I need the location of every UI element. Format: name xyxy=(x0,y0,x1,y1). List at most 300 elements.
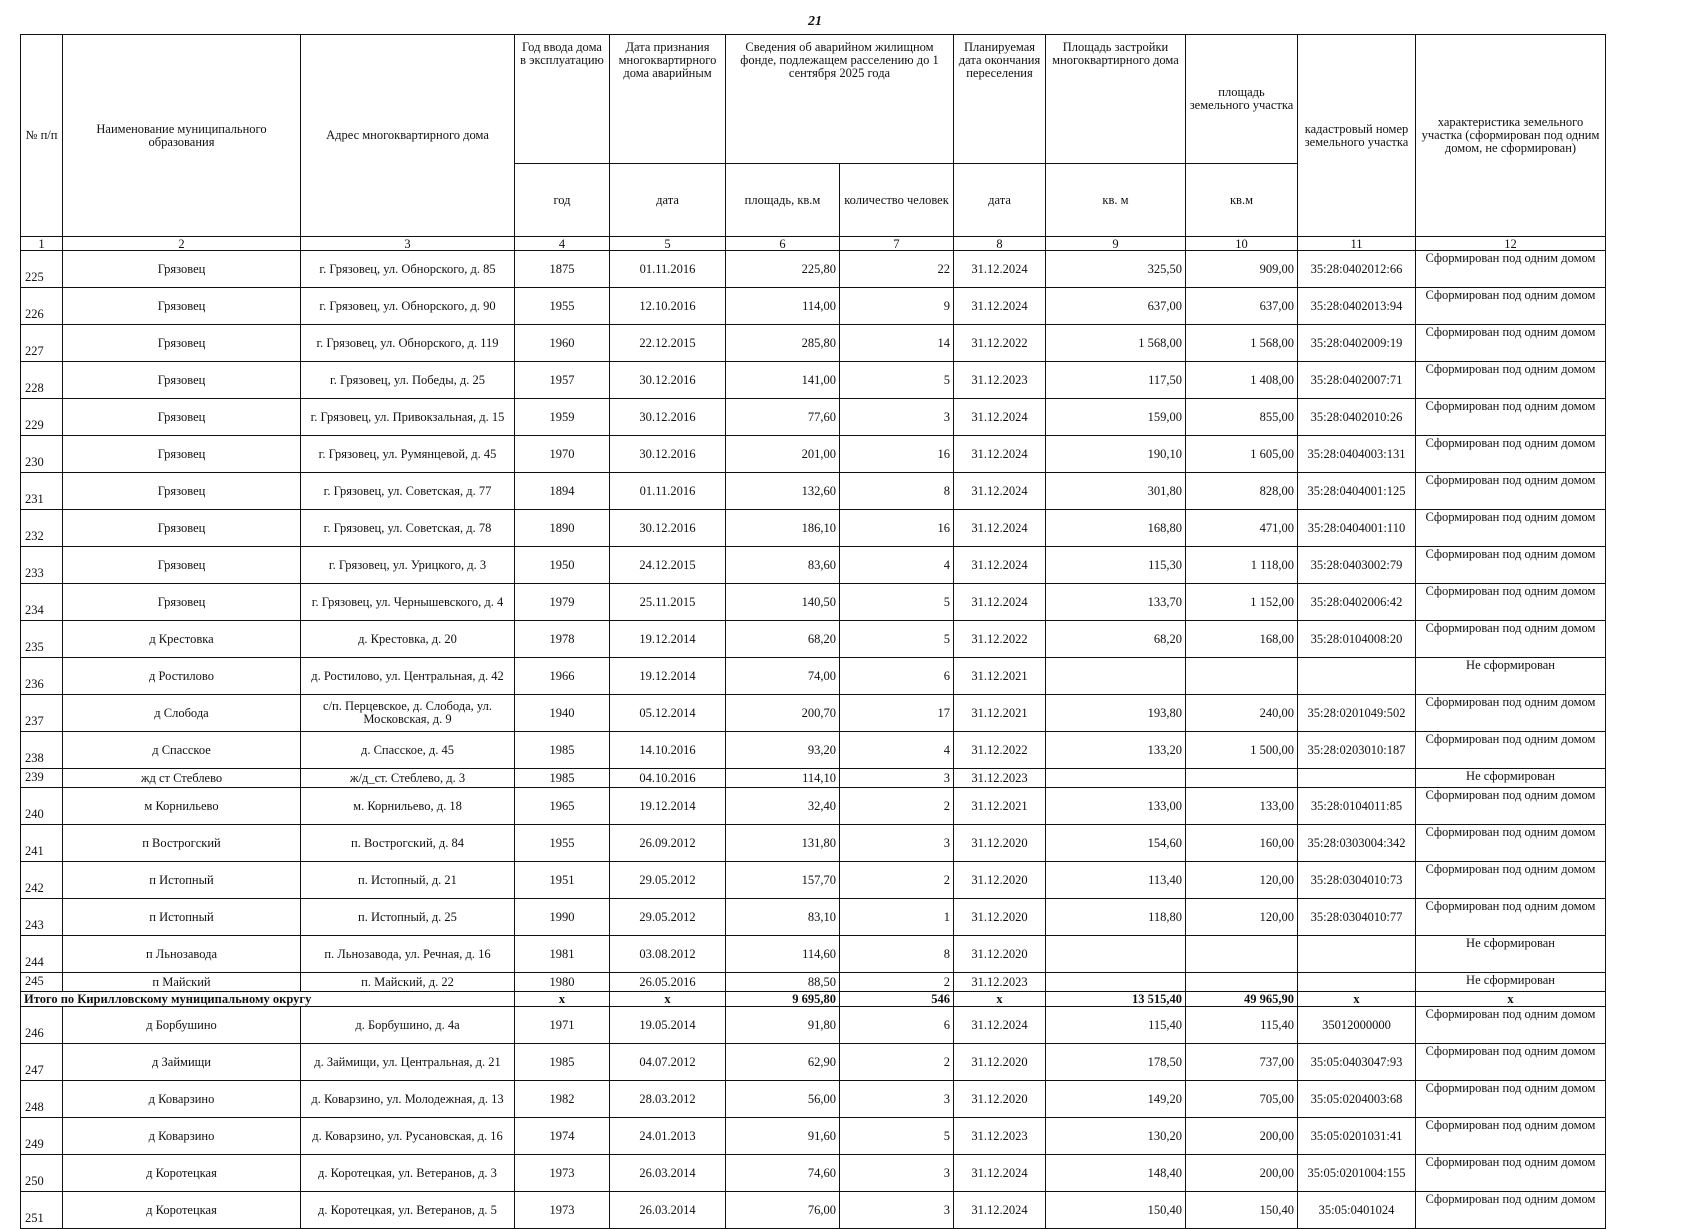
plot-area-cell: 737,00 xyxy=(1186,1044,1298,1081)
people-cell: 4 xyxy=(840,547,954,584)
plot-char-cell: Не сформирован xyxy=(1416,658,1606,695)
people-cell: 3 xyxy=(840,1155,954,1192)
column-number: 10 xyxy=(1186,237,1298,251)
total-plan: x xyxy=(954,992,1046,1007)
area-cell: 141,00 xyxy=(726,362,840,399)
recognition-date-cell: 05.12.2014 xyxy=(610,695,726,732)
address-cell: п. Майский, д. 22 xyxy=(301,973,515,992)
municipality-cell: Грязовец xyxy=(63,547,301,584)
row-number: 249 xyxy=(21,1118,63,1155)
cadastral-cell: 35:28:0303004:342 xyxy=(1298,825,1416,862)
people-cell: 22 xyxy=(840,251,954,288)
cadastral-cell xyxy=(1298,658,1416,695)
planned-date-cell: 31.12.2024 xyxy=(954,1155,1046,1192)
column-number: 3 xyxy=(301,237,515,251)
year-cell: 1985 xyxy=(515,732,610,769)
column-number: 11 xyxy=(1298,237,1416,251)
municipality-cell: Грязовец xyxy=(63,362,301,399)
cadastral-cell: 35:28:0304010:73 xyxy=(1298,862,1416,899)
column-number: 9 xyxy=(1046,237,1186,251)
people-cell: 3 xyxy=(840,1081,954,1118)
planned-date-cell: 31.12.2024 xyxy=(954,510,1046,547)
total-cadastral: x xyxy=(1298,992,1416,1007)
people-cell: 3 xyxy=(840,1192,954,1229)
year-cell: 1890 xyxy=(515,510,610,547)
column-number: 7 xyxy=(840,237,954,251)
plot-char-cell: Сформирован под одним домом xyxy=(1416,362,1606,399)
column-number: 12 xyxy=(1416,237,1606,251)
cadastral-cell: 35:28:0402010:26 xyxy=(1298,399,1416,436)
planned-date-cell: 31.12.2024 xyxy=(954,1007,1046,1044)
plot-area-cell: 1 605,00 xyxy=(1186,436,1298,473)
address-cell: п. Вострогский, д. 84 xyxy=(301,825,515,862)
cadastral-cell xyxy=(1298,973,1416,992)
total-char: x xyxy=(1416,992,1606,1007)
subheader-area: площадь, кв.м xyxy=(726,164,840,237)
total-building-area: 13 515,40 xyxy=(1046,992,1186,1007)
people-cell: 6 xyxy=(840,658,954,695)
column-number: 2 xyxy=(63,237,301,251)
area-cell: 62,90 xyxy=(726,1044,840,1081)
municipality-cell: д Займищи xyxy=(63,1044,301,1081)
plot-area-cell: 120,00 xyxy=(1186,899,1298,936)
planned-date-cell: 31.12.2020 xyxy=(954,1044,1046,1081)
address-cell: г. Грязовец, ул. Советская, д. 77 xyxy=(301,473,515,510)
row-number: 230 xyxy=(21,436,63,473)
plot-area-cell: 828,00 xyxy=(1186,473,1298,510)
people-cell: 17 xyxy=(840,695,954,732)
people-cell: 3 xyxy=(840,769,954,788)
cadastral-cell: 35:28:0402009:19 xyxy=(1298,325,1416,362)
plot-area-cell: 200,00 xyxy=(1186,1118,1298,1155)
address-cell: г. Грязовец, ул. Обнорского, д. 90 xyxy=(301,288,515,325)
cadastral-cell: 35:28:0404001:125 xyxy=(1298,473,1416,510)
area-cell: 91,60 xyxy=(726,1118,840,1155)
building-area-cell: 637,00 xyxy=(1046,288,1186,325)
plot-char-cell: Не сформирован xyxy=(1416,769,1606,788)
row-number: 232 xyxy=(21,510,63,547)
year-cell: 1974 xyxy=(515,1118,610,1155)
recognition-date-cell: 26.05.2016 xyxy=(610,973,726,992)
table-row xyxy=(21,936,1606,973)
table-row xyxy=(21,251,1606,288)
cadastral-cell: 35:28:0402006:42 xyxy=(1298,584,1416,621)
building-area-cell xyxy=(1046,769,1186,788)
address-cell: г. Грязовец, ул. Обнорского, д. 85 xyxy=(301,251,515,288)
address-cell: д. Борбушино, д. 4а xyxy=(301,1007,515,1044)
area-cell: 93,20 xyxy=(726,732,840,769)
plot-char-cell: Сформирован под одним домом xyxy=(1416,1007,1606,1044)
table-row xyxy=(21,658,1606,695)
table-row xyxy=(21,621,1606,658)
row-number: 228 xyxy=(21,362,63,399)
municipality-cell: Грязовец xyxy=(63,510,301,547)
plot-char-cell: Сформирован под одним домом xyxy=(1416,251,1606,288)
cadastral-cell: 35:28:0304010:77 xyxy=(1298,899,1416,936)
cadastral-cell: 35:28:0402012:66 xyxy=(1298,251,1416,288)
plot-char-cell: Сформирован под одним домом xyxy=(1416,510,1606,547)
year-cell: 1940 xyxy=(515,695,610,732)
table-body xyxy=(21,251,1606,1229)
table-row xyxy=(21,288,1606,325)
municipality-cell: д Коварзино xyxy=(63,1081,301,1118)
table-row xyxy=(21,436,1606,473)
area-cell: 77,60 xyxy=(726,399,840,436)
row-number: 243 xyxy=(21,899,63,936)
plot-area-cell xyxy=(1186,973,1298,992)
building-area-cell: 130,20 xyxy=(1046,1118,1186,1155)
plot-area-cell: 637,00 xyxy=(1186,288,1298,325)
row-number: 236 xyxy=(21,658,63,695)
column-numbers-row xyxy=(21,237,1606,251)
people-cell: 9 xyxy=(840,288,954,325)
municipality-cell: п Истопный xyxy=(63,862,301,899)
plot-area-cell: 1 500,00 xyxy=(1186,732,1298,769)
plot-area-cell: 133,00 xyxy=(1186,788,1298,825)
subheader-year: год xyxy=(515,164,610,237)
total-year: x xyxy=(515,992,610,1007)
recognition-date-cell: 28.03.2012 xyxy=(610,1081,726,1118)
total-label: Итого по Кирилловскому муниципальному округу xyxy=(21,992,515,1007)
recognition-date-cell: 03.08.2012 xyxy=(610,936,726,973)
cadastral-cell: 35:28:0104011:85 xyxy=(1298,788,1416,825)
row-number: 239 xyxy=(21,769,63,788)
municipality-cell: п Истопный xyxy=(63,899,301,936)
building-area-cell: 325,50 xyxy=(1046,251,1186,288)
header-address: Адрес многоквартирного дома xyxy=(301,35,515,237)
planned-date-cell: 31.12.2020 xyxy=(954,862,1046,899)
year-cell: 1960 xyxy=(515,325,610,362)
municipality-cell: Грязовец xyxy=(63,399,301,436)
header-municipality: Наименование муниципального образования xyxy=(63,35,301,237)
cadastral-cell: 35:28:0201049:502 xyxy=(1298,695,1416,732)
area-cell: 32,40 xyxy=(726,788,840,825)
plot-area-cell: 1 118,00 xyxy=(1186,547,1298,584)
municipality-cell: д Крестовка xyxy=(63,621,301,658)
building-area-cell: 1 568,00 xyxy=(1046,325,1186,362)
row-number: 237 xyxy=(21,695,63,732)
plot-char-cell: Сформирован под одним домом xyxy=(1416,862,1606,899)
planned-date-cell: 31.12.2024 xyxy=(954,547,1046,584)
plot-area-cell: 240,00 xyxy=(1186,695,1298,732)
municipality-cell: п Льнозавода xyxy=(63,936,301,973)
building-area-cell: 159,00 xyxy=(1046,399,1186,436)
year-cell: 1980 xyxy=(515,973,610,992)
plot-char-cell: Сформирован под одним домом xyxy=(1416,695,1606,732)
plot-area-cell: 855,00 xyxy=(1186,399,1298,436)
area-cell: 157,70 xyxy=(726,862,840,899)
header-plot-char: характеристика земельного участка (сформирован под одним домом, не сформирован) xyxy=(1416,35,1606,237)
planned-date-cell: 31.12.2020 xyxy=(954,899,1046,936)
plot-char-cell: Не сформирован xyxy=(1416,973,1606,992)
people-cell: 1 xyxy=(840,899,954,936)
people-cell: 2 xyxy=(840,788,954,825)
table-row xyxy=(21,788,1606,825)
building-area-cell xyxy=(1046,658,1186,695)
area-cell: 200,70 xyxy=(726,695,840,732)
column-number: 5 xyxy=(610,237,726,251)
recognition-date-cell: 19.12.2014 xyxy=(610,658,726,695)
address-cell: г. Грязовец, ул. Советская, д. 78 xyxy=(301,510,515,547)
recognition-date-cell: 25.11.2015 xyxy=(610,584,726,621)
table-row xyxy=(21,695,1606,732)
row-number: 226 xyxy=(21,288,63,325)
people-cell: 5 xyxy=(840,584,954,621)
area-cell: 186,10 xyxy=(726,510,840,547)
cadastral-cell: 35:28:0404003:131 xyxy=(1298,436,1416,473)
area-cell: 91,80 xyxy=(726,1007,840,1044)
people-cell: 5 xyxy=(840,621,954,658)
recognition-date-cell: 29.05.2012 xyxy=(610,862,726,899)
subheader-kvm: кв. м xyxy=(1046,164,1186,237)
people-cell: 8 xyxy=(840,473,954,510)
address-cell: ж/д_ст. Стеблево, д. 3 xyxy=(301,769,515,788)
people-cell: 14 xyxy=(840,325,954,362)
address-cell: г. Грязовец, ул. Урицкого, д. 3 xyxy=(301,547,515,584)
plot-char-cell: Сформирован под одним домом xyxy=(1416,1155,1606,1192)
table-row xyxy=(21,584,1606,621)
municipality-cell: д Ростилово xyxy=(63,658,301,695)
header-recognition-date: Дата признания многоквартирного дома аварийным xyxy=(610,35,726,164)
address-cell: д. Коротецкая, ул. Ветеранов, д. 5 xyxy=(301,1192,515,1229)
table-row xyxy=(21,825,1606,862)
row-number: 242 xyxy=(21,862,63,899)
table-header xyxy=(21,35,1606,251)
plot-char-cell: Сформирован под одним домом xyxy=(1416,288,1606,325)
address-cell: г. Грязовец, ул. Чернышевского, д. 4 xyxy=(301,584,515,621)
building-area-cell: 190,10 xyxy=(1046,436,1186,473)
recognition-date-cell: 01.11.2016 xyxy=(610,251,726,288)
cadastral-cell: 35012000000 xyxy=(1298,1007,1416,1044)
planned-date-cell: 31.12.2024 xyxy=(954,1192,1046,1229)
recognition-date-cell: 26.03.2014 xyxy=(610,1155,726,1192)
planned-date-cell: 31.12.2023 xyxy=(954,769,1046,788)
people-cell: 4 xyxy=(840,732,954,769)
address-cell: г. Грязовец, ул. Победы, д. 25 xyxy=(301,362,515,399)
municipality-cell: Грязовец xyxy=(63,288,301,325)
address-cell: г. Грязовец, ул. Привокзальная, д. 15 xyxy=(301,399,515,436)
table-row xyxy=(21,510,1606,547)
planned-date-cell: 31.12.2023 xyxy=(954,973,1046,992)
year-cell: 1970 xyxy=(515,436,610,473)
column-number: 6 xyxy=(726,237,840,251)
address-cell: д. Коварзино, ул. Русановская, д. 16 xyxy=(301,1118,515,1155)
year-cell: 1965 xyxy=(515,788,610,825)
plot-area-cell xyxy=(1186,769,1298,788)
area-cell: 114,60 xyxy=(726,936,840,973)
table-row xyxy=(21,732,1606,769)
year-cell: 1950 xyxy=(515,547,610,584)
table-row xyxy=(21,1118,1606,1155)
plot-char-cell: Не сформирован xyxy=(1416,936,1606,973)
header-building-area: Площадь застройки многоквартирного дома xyxy=(1046,35,1186,164)
year-cell: 1971 xyxy=(515,1007,610,1044)
plot-char-cell: Сформирован под одним домом xyxy=(1416,547,1606,584)
total-area: 9 695,80 xyxy=(726,992,840,1007)
building-area-cell: 150,40 xyxy=(1046,1192,1186,1229)
recognition-date-cell: 30.12.2016 xyxy=(610,510,726,547)
planned-date-cell: 31.12.2021 xyxy=(954,695,1046,732)
area-cell: 88,50 xyxy=(726,973,840,992)
area-cell: 132,60 xyxy=(726,473,840,510)
row-number: 238 xyxy=(21,732,63,769)
table-row xyxy=(21,862,1606,899)
building-area-cell: 133,70 xyxy=(1046,584,1186,621)
table-row xyxy=(21,1081,1606,1118)
building-area-cell: 148,40 xyxy=(1046,1155,1186,1192)
plot-area-cell xyxy=(1186,658,1298,695)
table-row xyxy=(21,1007,1606,1044)
planned-date-cell: 31.12.2022 xyxy=(954,621,1046,658)
building-area-cell: 117,50 xyxy=(1046,362,1186,399)
year-cell: 1985 xyxy=(515,769,610,788)
people-cell: 2 xyxy=(840,973,954,992)
plot-area-cell: 909,00 xyxy=(1186,251,1298,288)
header-planned-date: Планируемая дата окончания переселения xyxy=(954,35,1046,164)
plot-area-cell: 1 408,00 xyxy=(1186,362,1298,399)
recognition-date-cell: 30.12.2016 xyxy=(610,399,726,436)
row-number: 233 xyxy=(21,547,63,584)
planned-date-cell: 31.12.2022 xyxy=(954,325,1046,362)
column-number: 1 xyxy=(21,237,63,251)
table-row xyxy=(21,1155,1606,1192)
planned-date-cell: 31.12.2023 xyxy=(954,1118,1046,1155)
recognition-date-cell: 26.09.2012 xyxy=(610,825,726,862)
people-cell: 8 xyxy=(840,936,954,973)
year-cell: 1966 xyxy=(515,658,610,695)
people-cell: 5 xyxy=(840,362,954,399)
header-emergency-fund: Сведения об аварийном жилищном фонде, подлежащем расселению до 1 сентября 2025 года xyxy=(726,35,954,164)
row-number: 240 xyxy=(21,788,63,825)
year-cell: 1985 xyxy=(515,1044,610,1081)
planned-date-cell: 31.12.2020 xyxy=(954,1081,1046,1118)
plot-char-cell: Сформирован под одним домом xyxy=(1416,1192,1606,1229)
row-number: 247 xyxy=(21,1044,63,1081)
table-row xyxy=(21,325,1606,362)
building-area-cell: 115,40 xyxy=(1046,1007,1186,1044)
year-cell: 1981 xyxy=(515,936,610,973)
year-cell: 1990 xyxy=(515,899,610,936)
year-cell: 1982 xyxy=(515,1081,610,1118)
row-number: 234 xyxy=(21,584,63,621)
plot-char-cell: Сформирован под одним домом xyxy=(1416,732,1606,769)
building-area-cell: 193,80 xyxy=(1046,695,1186,732)
area-cell: 83,60 xyxy=(726,547,840,584)
total-date: x xyxy=(610,992,726,1007)
address-cell: д. Крестовка, д. 20 xyxy=(301,621,515,658)
municipality-cell: п Вострогский xyxy=(63,825,301,862)
people-cell: 2 xyxy=(840,1044,954,1081)
subheader-kvm2: кв.м xyxy=(1186,164,1298,237)
planned-date-cell: 31.12.2024 xyxy=(954,584,1046,621)
people-cell: 2 xyxy=(840,862,954,899)
recognition-date-cell: 19.12.2014 xyxy=(610,788,726,825)
table-row xyxy=(21,899,1606,936)
table-row xyxy=(21,1044,1606,1081)
municipality-cell: Грязовец xyxy=(63,251,301,288)
plot-char-cell: Сформирован под одним домом xyxy=(1416,436,1606,473)
area-cell: 76,00 xyxy=(726,1192,840,1229)
emergency-housing-table xyxy=(20,34,1606,1229)
plot-char-cell: Сформирован под одним домом xyxy=(1416,1118,1606,1155)
column-number: 4 xyxy=(515,237,610,251)
cadastral-cell xyxy=(1298,769,1416,788)
people-cell: 16 xyxy=(840,436,954,473)
year-cell: 1973 xyxy=(515,1155,610,1192)
area-cell: 131,80 xyxy=(726,825,840,862)
area-cell: 56,00 xyxy=(726,1081,840,1118)
building-area-cell: 113,40 xyxy=(1046,862,1186,899)
total-plot-area: 49 965,90 xyxy=(1186,992,1298,1007)
plot-area-cell: 160,00 xyxy=(1186,825,1298,862)
row-number: 246 xyxy=(21,1007,63,1044)
people-cell: 5 xyxy=(840,1118,954,1155)
recognition-date-cell: 19.05.2014 xyxy=(610,1007,726,1044)
building-area-cell: 115,30 xyxy=(1046,547,1186,584)
address-cell: п. Истопный, д. 21 xyxy=(301,862,515,899)
year-cell: 1894 xyxy=(515,473,610,510)
plot-area-cell: 120,00 xyxy=(1186,862,1298,899)
year-cell: 1955 xyxy=(515,825,610,862)
building-area-cell: 168,80 xyxy=(1046,510,1186,547)
total-row xyxy=(21,992,1606,1007)
area-cell: 285,80 xyxy=(726,325,840,362)
municipality-cell: д Коротецкая xyxy=(63,1192,301,1229)
address-cell: м. Корнильево, д. 18 xyxy=(301,788,515,825)
building-area-cell: 178,50 xyxy=(1046,1044,1186,1081)
area-cell: 114,10 xyxy=(726,769,840,788)
cadastral-cell: 35:28:0402007:71 xyxy=(1298,362,1416,399)
table-row xyxy=(21,362,1606,399)
address-cell: с/п. Перцевское, д. Слобода, ул. Московская, д. 9 xyxy=(301,695,515,732)
cadastral-cell: 35:05:0204003:68 xyxy=(1298,1081,1416,1118)
plot-char-cell: Сформирован под одним домом xyxy=(1416,584,1606,621)
municipality-cell: жд ст Стеблево xyxy=(63,769,301,788)
address-cell: п. Истопный, д. 25 xyxy=(301,899,515,936)
recognition-date-cell: 24.12.2015 xyxy=(610,547,726,584)
table-row xyxy=(21,769,1606,788)
plot-area-cell: 471,00 xyxy=(1186,510,1298,547)
header-plot-area: площадь земельного участка xyxy=(1186,35,1298,164)
row-number: 245 xyxy=(21,973,63,992)
planned-date-cell: 31.12.2024 xyxy=(954,399,1046,436)
cadastral-cell: 35:05:0201031:41 xyxy=(1298,1118,1416,1155)
total-people: 546 xyxy=(840,992,954,1007)
area-cell: 74,00 xyxy=(726,658,840,695)
municipality-cell: д Коротецкая xyxy=(63,1155,301,1192)
planned-date-cell: 31.12.2021 xyxy=(954,788,1046,825)
area-cell: 114,00 xyxy=(726,288,840,325)
plot-char-cell: Сформирован под одним домом xyxy=(1416,473,1606,510)
row-number: 229 xyxy=(21,399,63,436)
planned-date-cell: 31.12.2024 xyxy=(954,436,1046,473)
cadastral-cell: 35:28:0203010:187 xyxy=(1298,732,1416,769)
address-cell: г. Грязовец, ул. Румянцевой, д. 45 xyxy=(301,436,515,473)
plot-area-cell: 1 568,00 xyxy=(1186,325,1298,362)
row-number: 231 xyxy=(21,473,63,510)
year-cell: 1955 xyxy=(515,288,610,325)
row-number: 251 xyxy=(21,1192,63,1229)
table-row xyxy=(21,547,1606,584)
table-row xyxy=(21,1192,1606,1229)
planned-date-cell: 31.12.2022 xyxy=(954,732,1046,769)
municipality-cell: Грязовец xyxy=(63,473,301,510)
municipality-cell: п Майский xyxy=(63,973,301,992)
plot-area-cell: 150,40 xyxy=(1186,1192,1298,1229)
people-cell: 3 xyxy=(840,825,954,862)
subheader-date2: дата xyxy=(954,164,1046,237)
planned-date-cell: 31.12.2024 xyxy=(954,251,1046,288)
